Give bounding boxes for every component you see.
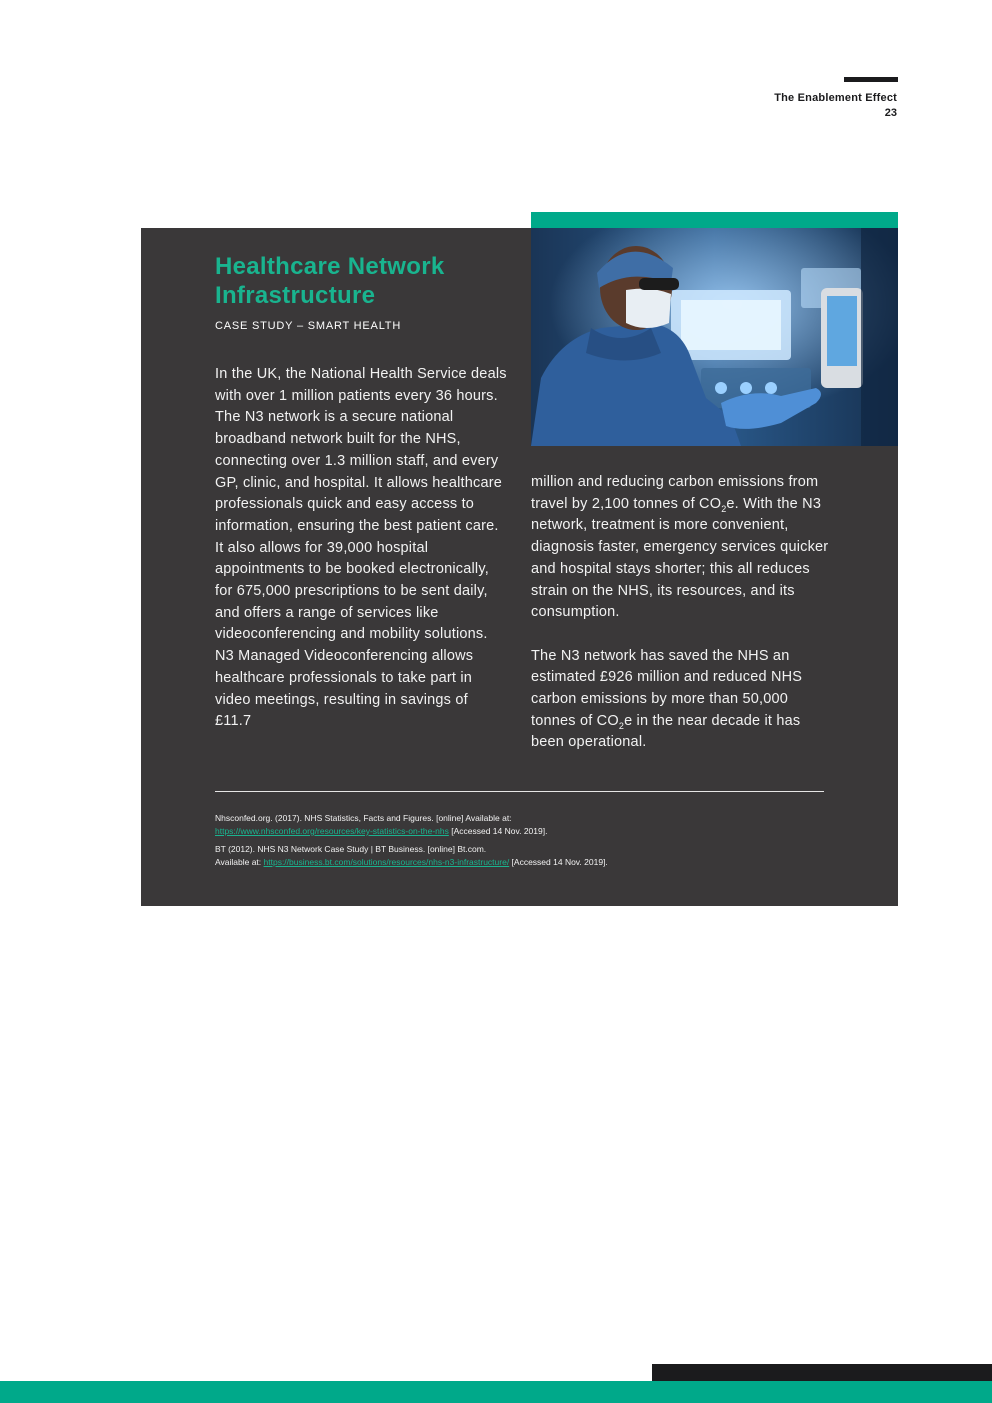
body-paragraph <box>531 646 831 755</box>
references <box>215 812 824 874</box>
footer-teal-bar <box>0 1381 992 1403</box>
case-study-title: Healthcare Network Infrastructure <box>215 253 445 309</box>
reference-text: BT (2012). NHS N3 Network Case Study | BT Business. [online] Bt.com. <box>215 844 487 854</box>
reference-text: Nhsconfed.org. (2017). NHS Statistics, Facts and Figures. [online] Available at: <box>215 813 512 823</box>
body-text: The N3 network has saved the NHS an estimated £926 million and reduced NHS carbon emissions by more than 50,000 tonnes of CO <box>531 647 803 729</box>
surgeon-illustration <box>531 228 898 446</box>
accent-strip <box>531 212 898 228</box>
references-divider <box>215 791 824 792</box>
body-paragraph: In the UK, the National Health Service deals with over 1 million patients every 36 hours. The N3 network is a secure national broadband network built for the NHS, connecting over 1.3 million staff, and every GP, clinic, and hospital. It allows healthcare professionals quick and easy access to information, ensuring the best patient care. It also allows for 39,000 hospital appointments to be booked electronically, for 675,000 prescriptions to be sent daily, and offers a range of services like videoconferencing and mobility solutions. N3 Managed Videoconferencing allows healthcare professionals to take part in video meetings, resulting in savings of £11.7 <box>215 366 507 730</box>
body-column-right <box>531 472 831 754</box>
body-text: million and reducing carbon emissions from travel by 2,100 tonnes of CO <box>531 474 819 512</box>
body-column-left <box>215 364 507 733</box>
reference-item <box>215 843 824 869</box>
case-study-subtitle: CASE STUDY – SMART HEALTH <box>215 320 402 332</box>
reference-accessed: [Accessed 14 Nov. 2019]. <box>448 826 548 836</box>
reference-link[interactable]: https://www.nhsconfed.org/resources/key-statistics-on-the-nhs <box>215 826 449 836</box>
reference-accessed: [Accessed 14 Nov. 2019]. <box>509 857 608 867</box>
reference-link[interactable]: https://business.bt.com/solutions/resources/nhs-n3-infrastructure/ <box>263 857 510 867</box>
body-text: e in the near decade it has been operational. <box>531 712 801 751</box>
document-title: The Enablement Effect <box>774 92 897 104</box>
reference-item <box>215 812 824 838</box>
footer-dark-bar <box>652 1364 992 1381</box>
reference-line <box>215 825 824 838</box>
surgeon-photo <box>531 228 898 446</box>
body-text: e. With the N3 network, treatment is more convenient, diagnosis faster, emergency services quicker and hospital stays shorter; this all reduces strain on the NHS, its resources, and its consumption. <box>531 495 829 621</box>
header-rule <box>844 77 898 82</box>
reference-prefix: Available at: <box>215 857 264 867</box>
body-paragraph <box>531 472 831 624</box>
reference-line <box>215 856 824 869</box>
page-number: 23 <box>884 107 897 119</box>
subscript: 2 <box>721 503 727 514</box>
subscript: 2 <box>618 720 625 731</box>
